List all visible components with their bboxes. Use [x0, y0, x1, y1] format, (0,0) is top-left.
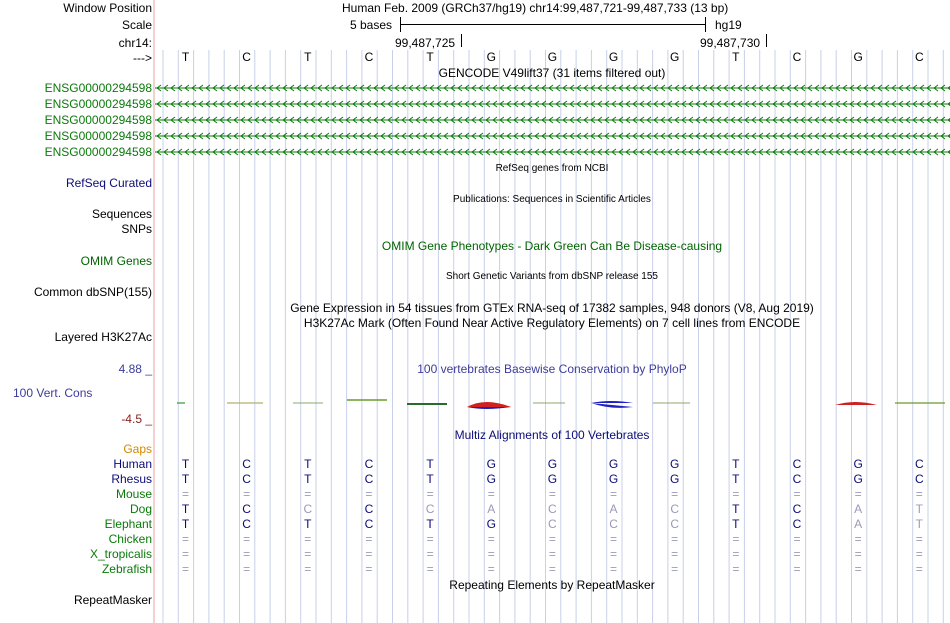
alignment-base: C [670, 517, 680, 531]
reference-sequence [155, 50, 950, 64]
dbsnp-track-label[interactable]: Common dbSNP(155) [33, 285, 152, 299]
reference-base: G [608, 50, 619, 64]
alignment-base: T [304, 472, 312, 486]
alignment-base: = [426, 532, 434, 546]
pubs-track-title: Publications: Sequences in Scientific Articles [453, 194, 651, 205]
refseq-track-title: RefSeq genes from NCBI [495, 163, 609, 174]
alignment-base: G [853, 472, 863, 486]
alignment-base: C [670, 502, 680, 516]
alignment-row [155, 532, 950, 546]
cons-trough [591, 403, 633, 408]
cons-segments [177, 400, 945, 409]
alignment-base: G [853, 457, 863, 471]
alignment-base: C [792, 502, 802, 516]
gencode-gene-feature[interactable] [155, 83, 950, 93]
reference-base: C [914, 50, 924, 64]
reference-base: T [426, 50, 434, 64]
alignment-base: A [854, 517, 863, 531]
gencode-gene-label[interactable]: ENSG00000294598 [44, 129, 152, 143]
alignment-base: T [426, 472, 434, 486]
alignment-base: = [793, 487, 801, 501]
species-label[interactable]: Elephant [104, 517, 152, 531]
alignment-base: = [854, 562, 862, 576]
alignment-base: = [548, 547, 556, 561]
reference-base: T [181, 50, 190, 64]
cons-peak [467, 402, 511, 407]
alignment-base: = [793, 532, 801, 546]
alignment-base: = [548, 562, 556, 576]
reference-base: G [486, 50, 496, 64]
alignment-base: = [243, 547, 251, 561]
gencode-gene-feature[interactable] [155, 147, 950, 157]
species-label[interactable]: Chicken [108, 532, 152, 546]
species-label[interactable]: Rhesus [111, 472, 152, 486]
alignment-base: = [487, 487, 495, 501]
alignment-base: G [670, 472, 680, 486]
alignment-row [155, 502, 950, 516]
coord-right-tick [766, 34, 767, 47]
alignment-base: T [732, 502, 740, 516]
omim-track-title: OMIM Gene Phenotypes - Dark Green Can Be Disease-causing [381, 239, 723, 253]
cons-max-label: 4.88 _ [118, 362, 152, 376]
cons-peak [835, 402, 877, 405]
alignment-base: C [242, 502, 251, 516]
alignment-base: C [792, 472, 802, 486]
reference-base: G [853, 50, 863, 64]
species-label[interactable]: Human [113, 457, 152, 471]
dbsnp-track-title: Short Genetic Variants from dbSNP release 155 [446, 271, 658, 282]
window-position-label: Window Position [63, 1, 152, 15]
coord-right: 99,487,730 [700, 36, 761, 50]
alignment-base: = [243, 532, 251, 546]
alignment-base: = [548, 532, 556, 546]
gaps-label: Gaps [123, 442, 152, 456]
window-position-value: Human Feb. 2009 (GRCh37/hg19) chr14:99,487,721-99,487,733 (13 bp) [342, 1, 729, 15]
alignment-base: G [547, 457, 558, 471]
alignment-base: = [487, 532, 495, 546]
alignment-base: = [915, 562, 923, 576]
alignment-base: T [181, 457, 190, 471]
coord-left-tick [461, 34, 462, 47]
alignment-base: = [304, 562, 312, 576]
alignment-base: T [181, 472, 190, 486]
cons-track-label[interactable]: 100 Vert. Cons [13, 386, 93, 400]
alignment-base: = [426, 487, 434, 501]
alignment-base: = [365, 547, 373, 561]
alignment-base: A [609, 502, 618, 516]
alignment-base: C [242, 517, 251, 531]
alignment-base: = [732, 532, 740, 546]
reference-base: G [670, 50, 680, 64]
alignment-base: = [793, 547, 801, 561]
alignment-base: T [304, 457, 312, 471]
alignment-base: = [854, 547, 862, 561]
species-label[interactable]: Zebrafish [101, 562, 152, 576]
alignment-base: C [364, 502, 374, 516]
alignment-base: = [426, 547, 434, 561]
alignment-base: = [487, 562, 495, 576]
alignment-base: = [243, 487, 251, 501]
scale-bar-right-tick [705, 17, 706, 32]
alignment-base: C [914, 457, 924, 471]
alignment-base: A [854, 502, 863, 516]
cons-peak [591, 401, 633, 403]
alignment-base: = [487, 547, 495, 561]
alignment-base: = [365, 562, 373, 576]
cons-trough [467, 407, 511, 409]
alignment-base: C [364, 472, 374, 486]
gtex-track-title: Gene Expression in 54 tissues from GTEx RNA-seq of 17382 samples, 948 donors (V8, Aug 2019) [290, 301, 814, 315]
alignment-base: T [732, 517, 740, 531]
alignment-base: = [610, 547, 618, 561]
gencode-gene-feature[interactable] [155, 115, 950, 125]
omim-track-label[interactable]: OMIM Genes [80, 254, 152, 268]
cons-track-title: 100 vertebrates Basewise Conservation by PhyloP [417, 362, 687, 376]
reference-base: C [242, 50, 251, 64]
alignment-base: = [671, 532, 679, 546]
alignment-row [155, 472, 950, 486]
alignment-base: C [242, 472, 251, 486]
alignment-base: = [915, 487, 923, 501]
gencode-gene-feature[interactable] [155, 99, 950, 109]
alignment-row [155, 487, 950, 501]
alignment-base: G [547, 472, 558, 486]
alignment-base: C [242, 457, 251, 471]
multiz-track-title: Multiz Alignments of 100 Vertebrates [454, 428, 650, 442]
reference-base: G [547, 50, 558, 64]
alignment-base: T [732, 472, 740, 486]
scale-bar [400, 24, 706, 25]
alignment-base: = [915, 547, 923, 561]
scale-text: 5 bases [350, 18, 393, 32]
coord-left: 99,487,725 [395, 36, 456, 50]
sequences-track-label[interactable]: Sequences [91, 207, 152, 221]
alignment-base: = [426, 562, 434, 576]
species-label[interactable]: X_tropicalis [89, 547, 152, 561]
alignment-base: C [792, 517, 802, 531]
alignment-base: C [548, 517, 557, 531]
alignment-base: T [915, 502, 923, 516]
scale-assembly: hg19 [715, 18, 742, 32]
alignment-base: C [548, 502, 557, 516]
alignment-row [155, 562, 950, 576]
alignment-base: = [365, 487, 373, 501]
alignment-base: G [486, 472, 496, 486]
refseq-track-label[interactable]: RefSeq Curated [65, 176, 152, 190]
reference-base: T [732, 50, 740, 64]
alignment-base: T [181, 502, 190, 516]
reference-base: T [304, 50, 312, 64]
alignment-base: T [732, 457, 740, 471]
alignment-base: T [426, 517, 434, 531]
alignment-base: = [854, 532, 862, 546]
alignment-base: = [365, 532, 373, 546]
alignment-base: C [364, 517, 374, 531]
h3k27-track-label[interactable]: Layered H3K27Ac [54, 330, 152, 344]
alignment-base: T [304, 517, 312, 531]
alignment-base: = [732, 487, 740, 501]
alignment-base: = [181, 547, 190, 561]
alignment-base: = [243, 562, 251, 576]
alignment-base: T [181, 517, 190, 531]
alignment-base: G [608, 472, 619, 486]
alignment-row [155, 517, 950, 531]
alignment-base: = [610, 562, 618, 576]
gencode-gene-feature[interactable] [155, 131, 950, 141]
alignment-base: C [364, 457, 374, 471]
alignment-base: = [610, 532, 618, 546]
alignment-base: C [425, 502, 435, 516]
alignment-base: C [609, 517, 618, 531]
chrom-label: chr14: [118, 36, 152, 50]
gencode-gene-label[interactable]: ENSG00000294598 [44, 113, 152, 127]
species-label[interactable]: Mouse [115, 487, 152, 501]
conservation-plot [155, 395, 950, 411]
alignment-base: = [304, 547, 312, 561]
alignment-base: C [303, 502, 313, 516]
snps-track-label[interactable]: SNPs [121, 222, 152, 236]
alignment-base: G [670, 457, 680, 471]
rmsk-track-title: Repeating Elements by RepeatMasker [449, 578, 655, 592]
gencode-gene-label[interactable]: ENSG00000294598 [44, 81, 152, 95]
h3k27-track-title: H3K27Ac Mark (Often Found Near Active Regulatory Elements) on 7 cell lines from ENCODE [303, 316, 801, 330]
alignment-base: = [181, 562, 190, 576]
alignment-base: = [610, 487, 618, 501]
alignment-base: T [426, 457, 434, 471]
scale-bar-left-tick [400, 17, 401, 32]
alignment-row [155, 457, 950, 471]
reference-base: C [364, 50, 374, 64]
alignment-base: = [304, 532, 312, 546]
alignment-base: = [793, 562, 801, 576]
alignment-base: = [732, 547, 740, 561]
cons-min-label: -4.5 _ [121, 412, 152, 426]
alignment-base: = [671, 487, 679, 501]
alignment-base: G [486, 517, 496, 531]
rmsk-track-label[interactable]: RepeatMasker [73, 593, 152, 607]
alignment-base: = [854, 487, 862, 501]
alignment-base: = [732, 562, 740, 576]
gencode-gene-label[interactable]: ENSG00000294598 [44, 145, 152, 159]
scale-label: Scale [121, 18, 152, 32]
alignment-base: A [487, 502, 496, 516]
species-label[interactable]: Dog [129, 502, 152, 516]
alignment-base: = [181, 487, 190, 501]
alignment-base: = [671, 547, 679, 561]
gencode-gene-label[interactable]: ENSG00000294598 [44, 97, 152, 111]
alignment-base: G [486, 457, 496, 471]
gencode-track-title: GENCODE V49lift37 (31 items filtered out) [438, 66, 666, 80]
alignment-base: = [548, 487, 556, 501]
alignment-base: T [915, 517, 923, 531]
alignment-base: = [304, 487, 312, 501]
alignment-base: G [608, 457, 619, 471]
strand-label: ---> [133, 51, 152, 65]
alignment-base: C [914, 472, 924, 486]
reference-base: C [792, 50, 802, 64]
alignment-row [155, 547, 950, 561]
alignment-base: C [792, 457, 802, 471]
alignment-base: = [181, 532, 190, 546]
alignment-base: = [671, 562, 679, 576]
alignment-base: = [915, 532, 923, 546]
